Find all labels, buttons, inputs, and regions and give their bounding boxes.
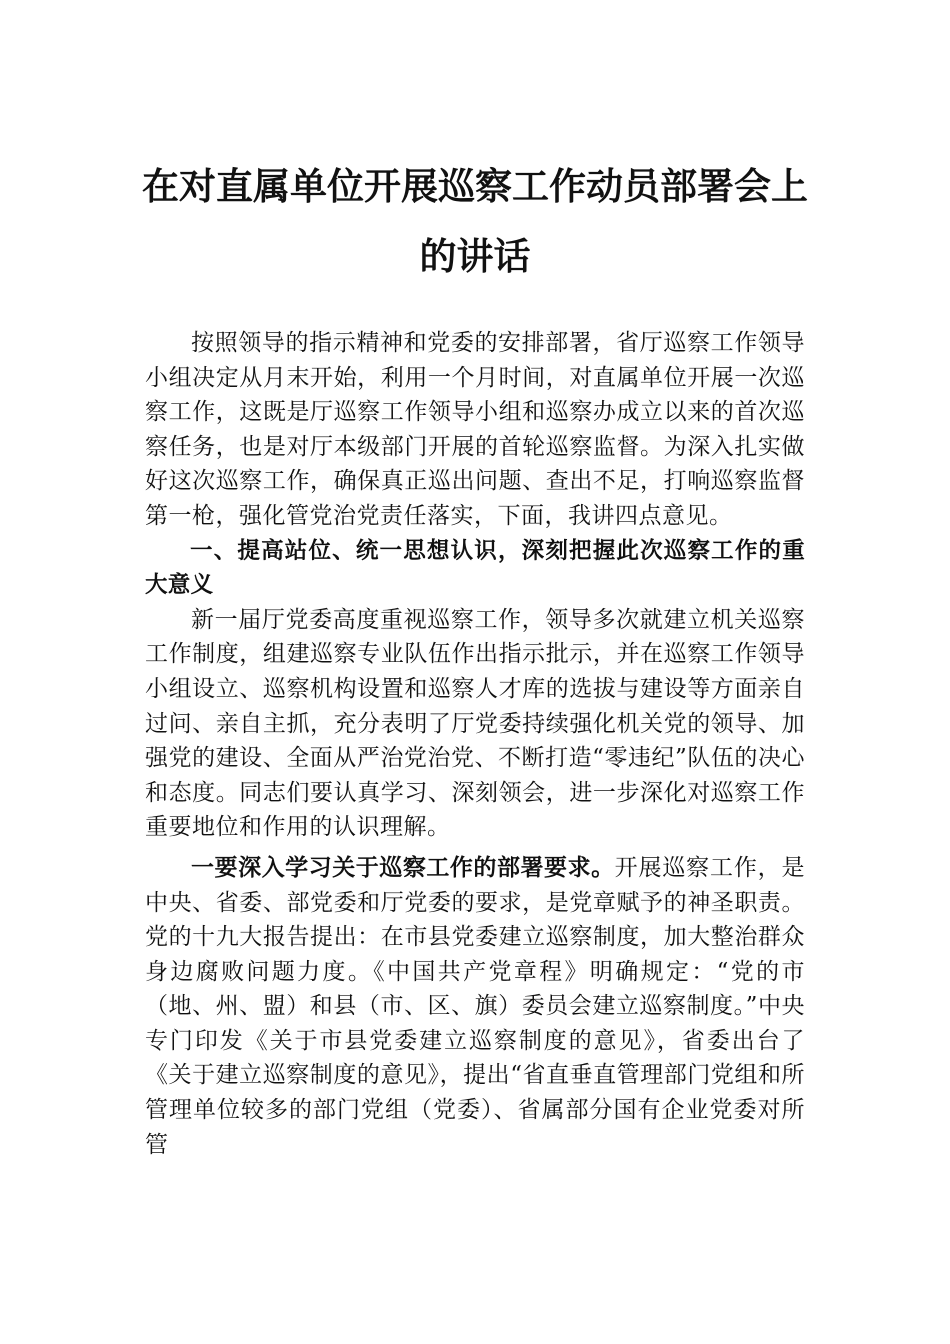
paragraph-intro: 按照领导的指示精神和党委的安排部署，省厅巡察工作领导小组决定从月末开始，利用一个月时间，对直属单位开展一次巡察工作，这既是厅巡察工作领导小组和巡察办成立以来的首次巡察任务，也是对厅本级部门开展的首轮巡察监督。为深入扎实做好这次巡察工作，确保真正巡出问题、查出不足，打响巡察监督第一枪，强化管党治党责任落实，下面，我讲四点意见。 [145,330,805,529]
paragraph-point-1 [145,851,805,1162]
paragraph-point-1-text: 开展巡察工作，是中央、省委、部党委和厅党委的要求，是党章赋予的神圣职责。党的十九大报告提出：在市县党委建立巡察制度，加大整治群众身边腐败问题力度。《中国共产党章程》明确规定：“党的市（地、州、盟）和县（市、区、旗）委员会建立巡察制度。”中央专门印发《关于市县党委建立巡察制度的意见》，省委出台了《关于建立巡察制度的意见》，提出“省直垂直管理部门党组和所管理单位较多的部门党组（党委）、省属部分国有企业党委对所管 [145,854,806,1158]
document-title-line-2: 的讲话 [419,234,531,278]
paragraph-significance: 新一届厅党委高度重视巡察工作，领导多次就建立机关巡察工作制度，组建巡察专业队伍作出指示批示，并在巡察工作领导小组设立、巡察机构设置和巡察人才库的选拔与建设等方面亲自过问、亲自主抓，充分表明了厅党委持续强化机关党的领导、加强党的建设、全面从严治党治党、不断打造“零违纪”队伍的决心和态度。同志们要认真学习、深刻领会，进一步深化对巡察工作重要地位和作用的认识理解。 [145,606,805,841]
section-heading-1: 一、提高站位、统一思想认识，深刻把握此次巡察工作的重大意义 [145,537,805,599]
document-body [145,326,805,1162]
document-title-line-1: 在对直属单位开展巡察工作动员部署会上 [142,164,808,208]
paragraph-point-1-lead: 一要深入学习关于巡察工作的部署要求。 [191,854,615,881]
